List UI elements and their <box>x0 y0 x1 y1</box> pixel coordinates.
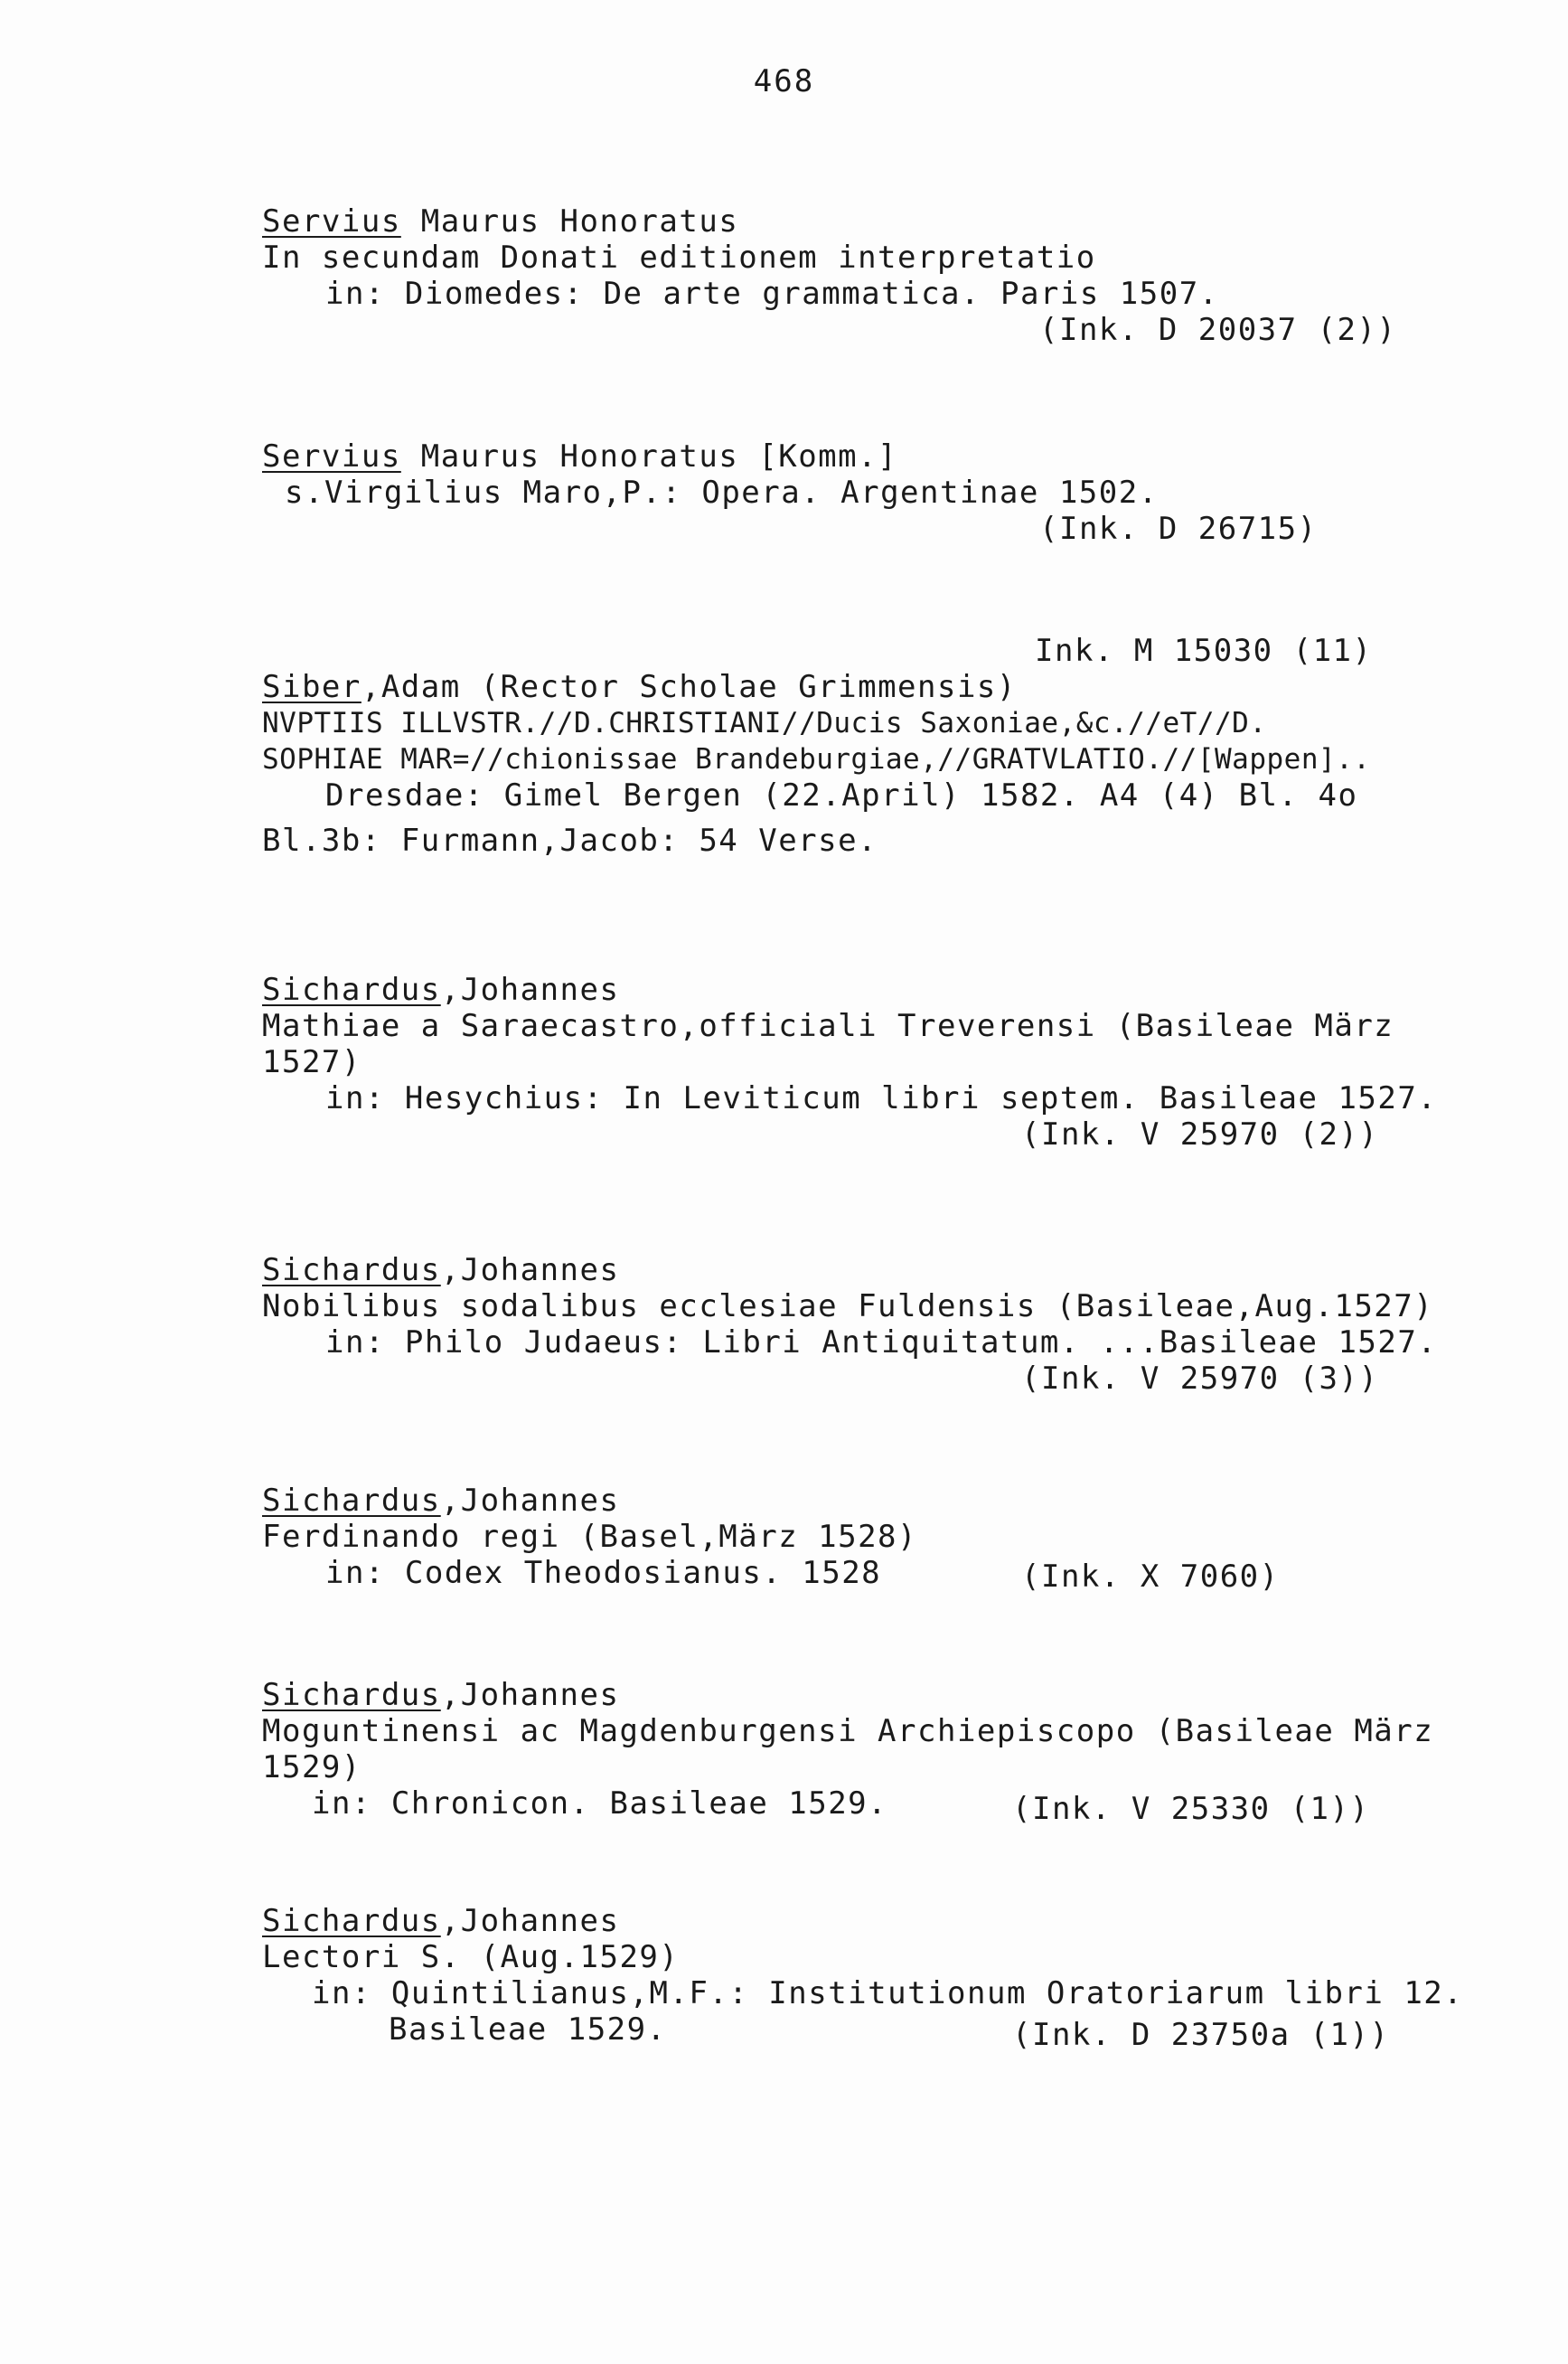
entry-source: in: Chronicon. Basileae 1529. <box>312 1785 888 1822</box>
entry-author-name: Sichardus <box>262 972 441 1008</box>
entry-source: in: Philo Judaeus: Libri Antiquitatum. ...Basileae 1527. <box>325 1324 1438 1361</box>
entry-shelfmark: (Ink. V 25330 (1)) <box>1012 1791 1370 1827</box>
entry-title: Ferdinando regi (Basel,März 1528) <box>262 1519 918 1555</box>
entry-author-name: Sichardus <box>262 1677 441 1713</box>
entry-title: Moguntinensi ac Magdenburgensi Archiepiscopo (Basileae März <box>262 1713 1434 1749</box>
entry-shelfmark: (Ink. V 25970 (2)) <box>1021 1116 1379 1153</box>
catalog-entry <box>262 438 1437 547</box>
catalog-entry <box>262 1903 1464 2053</box>
entry-heading <box>262 1677 1437 1713</box>
entry-imprint: Dresdae: Gimel Bergen (22.April) 1582. A4 (4) Bl. 4o <box>325 777 1358 814</box>
catalog-entry <box>262 203 1437 348</box>
entry-title: NVPTIIS ILLVSTR.//D.CHRISTIANI//Ducis Saxoniae,&c.//eT//D. <box>262 707 1267 739</box>
entry-author-rest: ,Johannes <box>440 1677 620 1713</box>
entry-title: In secundam Donati editionem interpretatio <box>262 240 1096 276</box>
entry-author-name: Siber <box>262 669 361 705</box>
entry-heading <box>262 438 1437 475</box>
entry-imprint: Basileae 1529. <box>389 2011 667 2048</box>
entry-title: Nobilibus sodalibus ecclesiae Fuldensis (Basileae,Aug.1527) <box>262 1288 1434 1324</box>
entry-author-rest: Maurus Honoratus <box>400 203 739 240</box>
entry-author-rest: ,Johannes <box>440 1483 620 1519</box>
entry-heading <box>262 203 1437 240</box>
entry-author-rest: ,Adam (Rector Scholae Grimmensis) <box>361 669 1017 705</box>
entry-heading <box>262 972 1437 1008</box>
entry-author-name: Sichardus <box>262 1483 441 1519</box>
entry-author-rest: ,Johannes <box>440 1903 620 1939</box>
catalog-entry <box>262 633 1437 859</box>
entry-source: in: Hesychius: In Leviticum libri septem. Basileae 1527. <box>325 1080 1438 1116</box>
entry-shelfmark: Ink. M 15030 (11) <box>1035 633 1373 669</box>
catalog-entry <box>262 972 1437 1153</box>
entry-author-name: Servius <box>262 203 401 240</box>
entry-author-rest: ,Johannes <box>440 972 620 1008</box>
entry-title: Lectori S. (Aug.1529) <box>262 1939 680 1975</box>
entry-source: in: Diomedes: De arte grammatica. Paris 1507. <box>325 276 1219 312</box>
entry-author-rest: ,Johannes <box>440 1252 620 1288</box>
entry-title: SOPHIAE MAR=//chionissae Brandeburgiae,//GRATVLATIO.//[Wappen].. <box>262 743 1371 776</box>
entry-source: in: Codex Theodosianus. 1528 <box>325 1555 882 1591</box>
entry-author-name: Sichardus <box>262 1903 441 1939</box>
entry-note: Bl.3b: Furmann,Jacob: 54 Verse. <box>262 823 878 859</box>
entry-title: 1529) <box>262 1749 361 1785</box>
entry-shelfmark: (Ink. D 20037 (2)) <box>1039 312 1397 348</box>
entry-shelfmark: (Ink. X 7060) <box>1021 1559 1280 1595</box>
entry-shelfmark: (Ink. V 25970 (3)) <box>1021 1361 1379 1397</box>
catalog-entry <box>262 1483 1437 1595</box>
catalog-entry <box>262 1252 1437 1397</box>
catalog-entry <box>262 1677 1437 1827</box>
entry-heading <box>262 1903 1437 1939</box>
entry-title: 1527) <box>262 1044 361 1080</box>
page-number: 468 <box>753 63 815 99</box>
entry-author-name: Sichardus <box>262 1252 441 1288</box>
entry-title: Mathiae a Saraecastro,officiali Treverensi (Basileae März <box>262 1008 1394 1044</box>
entry-heading <box>262 1483 1437 1519</box>
entry-author-rest: Maurus Honoratus [Komm.] <box>400 438 898 475</box>
entry-author-name: Servius <box>262 438 401 475</box>
entry-source: s.Virgilius Maro,P.: Opera. Argentinae 1502. <box>285 475 1159 511</box>
entry-heading <box>262 1252 1437 1288</box>
entry-source: in: Quintilianus,M.F.: Institutionum Oratoriarum libri 12. <box>312 1975 1464 2011</box>
entry-heading <box>262 669 1437 705</box>
entry-shelfmark: (Ink. D 26715) <box>1039 511 1318 547</box>
entry-shelfmark: (Ink. D 23750a (1)) <box>1012 2017 1390 2053</box>
